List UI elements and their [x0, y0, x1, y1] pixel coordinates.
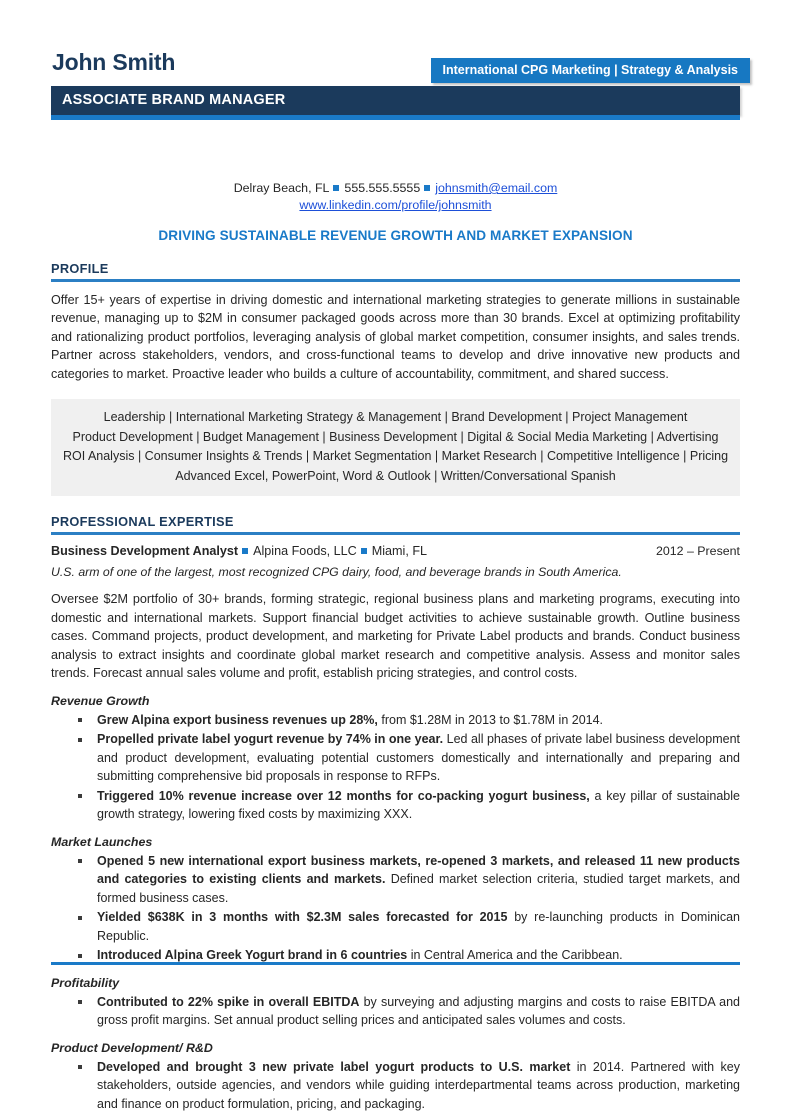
contact-location: Delray Beach, FL	[233, 181, 330, 195]
achievement-bullet-list	[51, 852, 740, 965]
separator-square-icon	[333, 185, 339, 191]
achievement-highlight: Contributed to 22% spike in overall EBITDA	[97, 994, 360, 1009]
achievement-bullet-list	[51, 711, 740, 824]
section-rule	[51, 279, 740, 282]
job-location: Miami, FL	[371, 543, 428, 558]
contact-linkedin-link[interactable]: www.linkedin.com/profile/johnsmith	[299, 198, 492, 212]
profile-paragraph: Offer 15+ years of expertise in driving domestic and international marketing strategies to generate millions in sustainable revenue, managing up to $2M in consumer packaged goods across more than 30 brands. Excel at optimizing profitability and rationalizing product portfolios, leveraging analysis of global market competition, consumer insights, and sales trends. Partner across stakeholders, vendors, and cross-functional teams to develop and drive innovative new products and categories to market. Proactive leader who builds a culture of accountability, commitment, and shared success.	[51, 292, 740, 381]
achievement-highlight: Introduced Alpina Greek Yogurt brand in 6 countries	[97, 948, 408, 963]
job-dates: 2012 – Present	[655, 543, 740, 558]
job-company: Alpina Foods, LLC	[253, 543, 357, 558]
skills-line: Advanced Excel, PowerPoint, Word & Outlook | Written/Conversational Spanish	[175, 468, 616, 483]
header-job-title-bar: ASSOCIATE BRAND MANAGER	[51, 86, 740, 115]
resume-header	[51, 0, 740, 122]
achievement-group-heading: Product Development/ R&D	[51, 1040, 213, 1055]
achievement-highlight: Opened 5 new international export business markets, re-opened 3 markets, and released 11 new products and categories to existing clients and markets.	[97, 853, 740, 887]
section-heading-profile: PROFILE	[51, 261, 109, 276]
contact-email-link[interactable]: johnsmith@email.com	[435, 181, 558, 195]
contact-info	[51, 180, 740, 214]
separator-square-icon	[242, 548, 248, 554]
company-description: U.S. arm of one of the largest, most recognized CPG dairy, food, and beverage brands in South America.	[51, 564, 622, 579]
resume-headline: DRIVING SUSTAINABLE REVENUE GROWTH AND MARKET EXPANSION	[158, 228, 633, 243]
achievement-highlight: Propelled private label yogurt revenue by 74% in one year.	[97, 732, 444, 747]
core-skills-box	[51, 399, 740, 496]
achievement-bullet: Developed and brought 3 new private label yogurt products to U.S. market in 2014. Partnered with key stakeholders, outside agencies, and vendors while guiding interdepartmental teams across production, marketing and finance on product formulation, pricing, and packaging.	[51, 1058, 740, 1114]
achievement-groups	[51, 694, 740, 1114]
achievement-bullet: Yielded $638K in 3 months with $2.3M sales forecasted for 2015 by re-launching products in Dominican Republic.	[51, 908, 740, 945]
section-rule	[51, 532, 740, 535]
separator-square-icon	[424, 185, 430, 191]
header-accent-stripe	[51, 115, 740, 120]
header-tagline-badge: International CPG Marketing | Strategy & Analysis	[431, 58, 750, 83]
contact-line-primary	[51, 180, 740, 197]
achievement-highlight: Grew Alpina export business revenues up 28%,	[97, 712, 378, 727]
achievement-bullet: Introduced Alpina Greek Yogurt brand in 6 countries in Central America and the Caribbean.	[51, 946, 740, 965]
achievement-highlight: Developed and brought 3 new private label yogurt products to U.S. market	[97, 1059, 571, 1074]
job-summary-paragraph: Oversee $2M portfolio of 30+ brands, forming strategic, regional business plans and marketing programs, executing into domestic and international markets. Support financial budget activities to achieve sustainable growth. Outline business cases. Command projects, product development, and marketing for Private Label products and brands. Conduct business analysis to extract insights and coordinate global market research and competitive analysis. Assess and monitor sales trends. Forecast annual sales volume and profit, establish pricing strategies, and control costs.	[51, 591, 740, 681]
candidate-name: John Smith	[52, 49, 176, 75]
job-identity	[51, 544, 427, 558]
achievement-bullet: Grew Alpina export business revenues up 28%, from $1.28M in 2013 to $1.78M in 2014.	[51, 711, 740, 730]
achievement-bullet: Propelled private label yogurt revenue by 74% in one year. Led all phases of private label business development and product development, evaluating potential customers domestically and internationally and preparing and submitting comprehensive bid proposals in response to RFPs.	[51, 730, 740, 786]
footer-accent-rule	[51, 962, 740, 965]
contact-line-secondary	[51, 197, 740, 214]
achievement-bullet: Contributed to 22% spike in overall EBITDA by surveying and adjusting margins and costs to raise EBITDA and gross profit margins. Set annual product selling prices and anticipated sales volumes and costs.	[51, 993, 740, 1030]
resume-content	[51, 0, 740, 1114]
job-title: Business Development Analyst	[51, 543, 239, 558]
achievement-group-heading: Market Launches	[51, 834, 153, 849]
skills-line: ROI Analysis | Consumer Insights & Trends | Market Segmentation | Market Research | Competitive Intelligence | Pricing	[62, 449, 729, 464]
achievement-bullet-list	[51, 1058, 740, 1114]
separator-square-icon	[361, 548, 367, 554]
contact-phone: 555.555.5555	[344, 181, 421, 195]
section-heading-experience: PROFESSIONAL EXPERTISE	[51, 514, 234, 530]
skills-line: Product Development | Budget Management | Business Development | Digital & Social Media Marketing | Advertising	[72, 429, 719, 444]
achievement-bullet: Opened 5 new international export business markets, re-opened 3 markets, and released 11 new products and categories to existing clients and markets. Defined market selection criteria, studied target markets, and formed business cases.	[51, 852, 740, 908]
achievement-highlight: Yielded $638K in 3 months with $2.3M sales forecasted for 2015	[97, 910, 508, 925]
achievement-bullet: Triggered 10% revenue increase over 12 months for co-packing yogurt business, a key pillar of sustainable growth strategy, lowering fixed costs by maximizing XXX.	[51, 787, 740, 824]
achievement-highlight: Triggered 10% revenue increase over 12 months for co-packing yogurt business,	[97, 788, 590, 803]
job-header-line	[51, 544, 740, 558]
achievement-group-heading: Revenue Growth	[51, 693, 150, 708]
experience-entry	[51, 544, 740, 1113]
achievement-group-heading: Profitability	[51, 975, 120, 990]
achievement-bullet-list	[51, 993, 740, 1030]
skills-line: Leadership | International Marketing Strategy & Management | Brand Development | Project Management	[103, 410, 688, 425]
